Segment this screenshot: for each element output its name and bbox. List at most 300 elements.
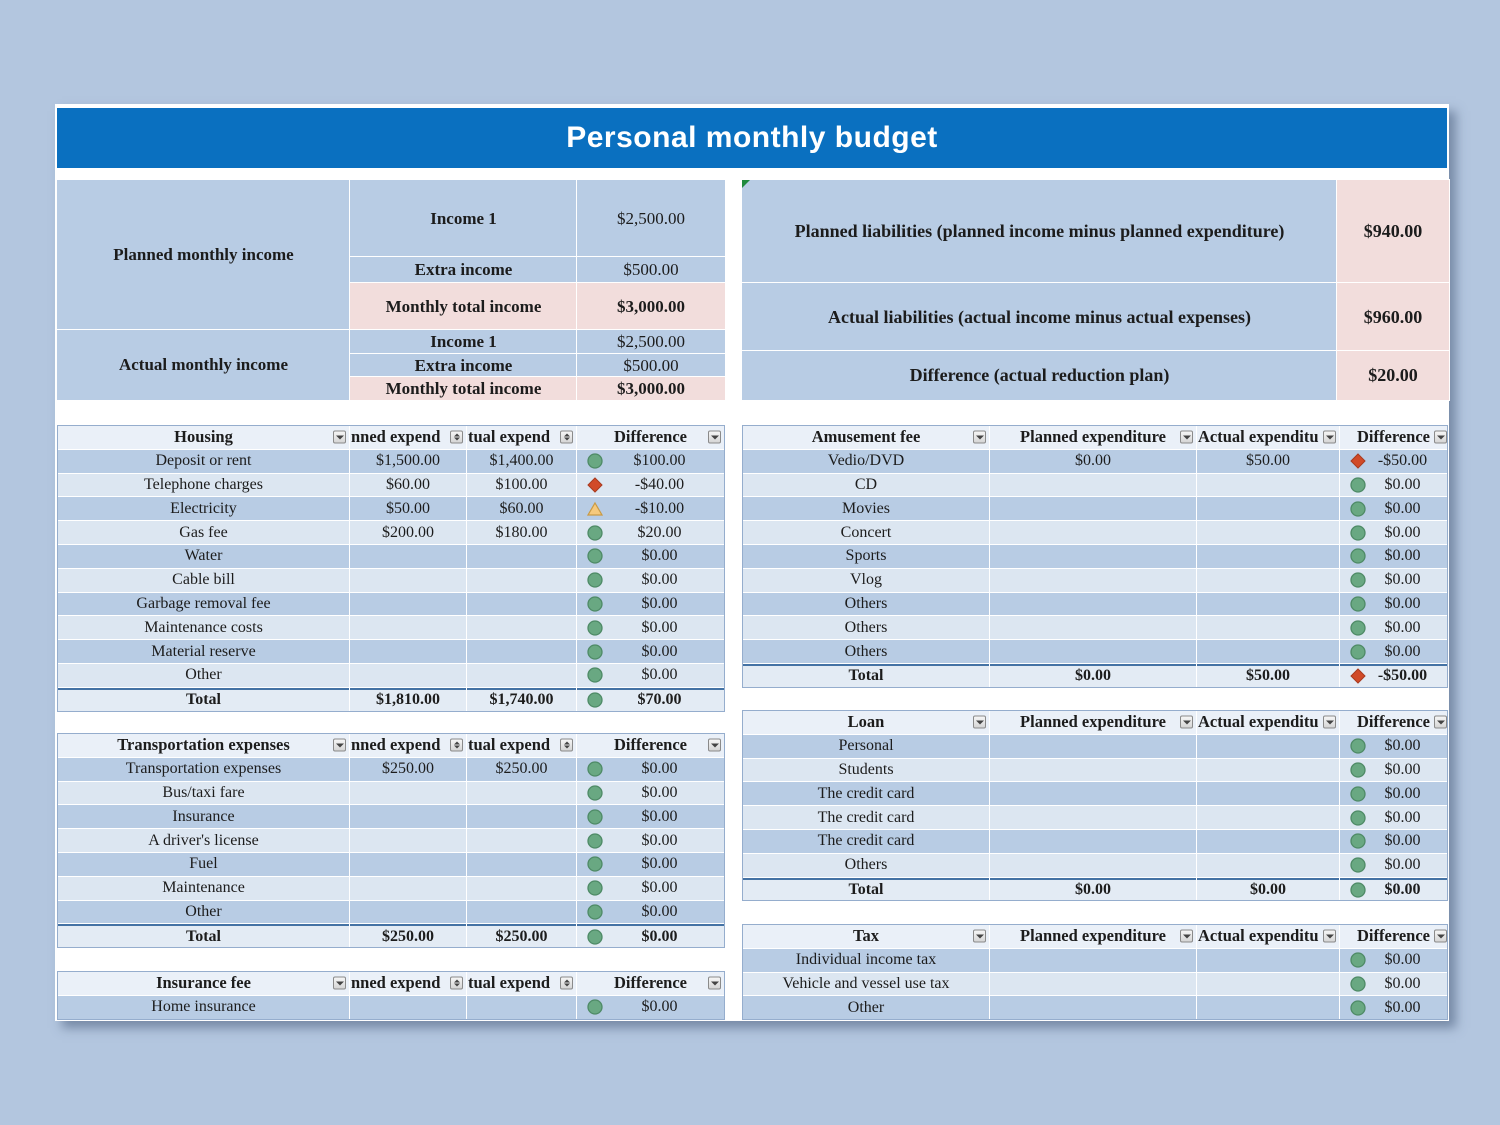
difference-cell[interactable] <box>1340 806 1447 829</box>
filter-dropdown-button[interactable] <box>560 977 573 990</box>
insurance-table <box>57 971 725 1020</box>
expense-category-cell[interactable]: Gas fee <box>58 521 349 544</box>
green-circle-icon <box>1345 810 1366 826</box>
planned-expenditure-cell[interactable] <box>350 853 466 876</box>
planned-expenditure-cell[interactable] <box>350 616 466 639</box>
green-circle-icon <box>1345 525 1366 541</box>
planned-expenditure-cell[interactable] <box>990 616 1196 639</box>
total-actual-cell[interactable]: $0.00 <box>1197 878 1339 901</box>
difference-cell[interactable] <box>577 996 724 1019</box>
difference-cell[interactable] <box>577 853 724 876</box>
filter-dropdown-button[interactable] <box>450 977 463 990</box>
difference-value: $0.00 <box>641 547 678 565</box>
planned-expenditure-header[interactable]: nned expend <box>350 972 466 995</box>
total-label-cell[interactable]: Total <box>743 664 989 687</box>
filter-dropdown-button[interactable] <box>973 930 986 943</box>
green-circle-icon <box>1345 548 1366 564</box>
planned-expenditure-cell[interactable] <box>990 973 1196 996</box>
planned-expenditure-cell[interactable] <box>350 545 466 568</box>
actual-expenditure-cell[interactable] <box>467 664 576 687</box>
green-circle-icon <box>1345 857 1366 873</box>
actual-expenditure-cell[interactable] <box>467 853 576 876</box>
filter-dropdown-button[interactable] <box>1434 716 1447 729</box>
difference-header[interactable]: Difference <box>577 734 724 757</box>
planned-expenditure-cell[interactable] <box>990 782 1196 805</box>
difference-header[interactable]: Difference <box>1340 925 1447 948</box>
expense-category-cell[interactable]: Maintenance costs <box>58 616 349 639</box>
green-circle-icon <box>1345 738 1366 754</box>
income-row-label[interactable]: Extra income <box>350 354 577 377</box>
actual-expenditure-cell[interactable] <box>467 782 576 805</box>
difference-value: $0.00 <box>1384 571 1421 589</box>
planned-expenditure-cell[interactable]: $0.00 <box>990 450 1196 473</box>
actual-expenditure-header[interactable]: Actual expenditu <box>1197 426 1339 449</box>
difference-value: $0.00 <box>641 571 678 589</box>
expense-category-cell[interactable]: Personal <box>743 735 989 758</box>
table-title-header[interactable]: Transportation expenses <box>58 734 349 757</box>
actual-expenditure-cell[interactable]: $1,400.00 <box>467 450 576 473</box>
actual-expenditure-cell[interactable] <box>1197 830 1339 853</box>
actual-expenditure-cell[interactable] <box>1197 569 1339 592</box>
actual-liabilities-label-cell[interactable]: Actual liabilities (actual income minus actual expenses) <box>742 283 1337 351</box>
difference-cell[interactable] <box>1340 593 1447 616</box>
filter-dropdown-button[interactable] <box>450 739 463 752</box>
filter-dropdown-button[interactable] <box>1180 930 1193 943</box>
difference-value: $0.00 <box>1384 594 1421 612</box>
expense-category-cell[interactable]: Vedio/DVD <box>743 450 989 473</box>
difference-cell[interactable] <box>1340 854 1447 877</box>
actual-expenditure-cell[interactable] <box>1197 949 1339 972</box>
green-circle-icon <box>582 548 603 564</box>
planned-expenditure-cell[interactable] <box>990 640 1196 663</box>
actual-expenditure-cell[interactable] <box>1197 854 1339 877</box>
filter-dropdown-button[interactable] <box>1323 431 1336 444</box>
difference-value: $0.00 <box>641 807 678 825</box>
difference-cell[interactable] <box>577 474 724 497</box>
total-label-cell[interactable]: Total <box>58 924 349 947</box>
green-circle-icon <box>1345 976 1366 992</box>
income-total-value[interactable]: $3,000.00 <box>577 377 725 400</box>
amusement-table <box>742 425 1448 688</box>
actual-expenditure-cell[interactable] <box>1197 593 1339 616</box>
planned-expenditure-cell[interactable] <box>350 640 466 663</box>
actual-expenditure-cell[interactable] <box>1197 474 1339 497</box>
actual-expenditure-cell[interactable] <box>467 877 576 900</box>
difference-cell[interactable] <box>1340 545 1447 568</box>
green-circle-icon <box>1345 477 1366 493</box>
red-diamond-icon <box>1345 668 1366 684</box>
difference-cell[interactable] <box>577 593 724 616</box>
filter-dropdown-button[interactable] <box>1434 431 1447 444</box>
planned-expenditure-cell[interactable]: $50.00 <box>350 497 466 520</box>
expense-category-cell[interactable]: Garbage removal fee <box>58 593 349 616</box>
filter-dropdown-button[interactable] <box>708 431 721 444</box>
planned-expenditure-cell[interactable] <box>350 593 466 616</box>
difference-header[interactable]: Difference <box>577 426 724 449</box>
expense-category-cell[interactable]: Individual income tax <box>743 949 989 972</box>
planned-expenditure-cell[interactable] <box>990 735 1196 758</box>
income-total-label[interactable]: Monthly total income <box>350 283 577 330</box>
difference-cell[interactable] <box>1340 878 1447 901</box>
expense-category-cell[interactable]: Others <box>743 854 989 877</box>
green-circle-icon <box>582 644 603 660</box>
difference-cell[interactable] <box>1340 735 1447 758</box>
actual-expenditure-cell[interactable] <box>467 569 576 592</box>
difference-cell[interactable] <box>577 521 724 544</box>
planned-expenditure-cell[interactable] <box>350 901 466 924</box>
difference-cell[interactable] <box>577 758 724 781</box>
table-title-header[interactable]: Loan <box>743 711 989 734</box>
difference-value: $0.00 <box>1384 618 1421 636</box>
planned-liabilities-value[interactable]: $940.00 <box>1337 180 1449 283</box>
difference-cell[interactable] <box>1340 949 1447 972</box>
income-row-value[interactable]: $2,500.00 <box>577 330 725 354</box>
filter-dropdown-button[interactable] <box>333 739 346 752</box>
actual-expenditure-cell[interactable]: $180.00 <box>467 521 576 544</box>
difference-value: $0.00 <box>1384 523 1421 541</box>
difference-value: -$50.00 <box>1377 452 1428 470</box>
filter-dropdown-button[interactable] <box>560 431 573 444</box>
income-row-value[interactable]: $2,500.00 <box>577 180 725 257</box>
difference-cell[interactable] <box>577 877 724 900</box>
green-circle-icon <box>582 833 603 849</box>
difference-value: $0.00 <box>641 998 678 1016</box>
planned-expenditure-cell[interactable] <box>990 593 1196 616</box>
expense-category-cell[interactable]: A driver's license <box>58 829 349 852</box>
actual-expenditure-cell[interactable] <box>1197 759 1339 782</box>
difference-cell[interactable] <box>1340 474 1447 497</box>
green-circle-icon <box>582 809 603 825</box>
difference-cell[interactable] <box>577 450 724 473</box>
actual-expenditure-cell[interactable] <box>1197 996 1339 1019</box>
green-circle-icon <box>582 904 603 920</box>
difference-value: $100.00 <box>633 452 686 470</box>
liabilities-difference-value[interactable]: $20.00 <box>1337 351 1449 400</box>
actual-expenditure-cell[interactable] <box>1197 782 1339 805</box>
planned-expenditure-header[interactable]: Planned expenditure <box>990 426 1196 449</box>
actual-expenditure-cell[interactable]: $50.00 <box>1197 450 1339 473</box>
green-circle-icon <box>1345 762 1366 778</box>
filter-dropdown-button[interactable] <box>1323 716 1336 729</box>
green-circle-icon <box>582 692 603 708</box>
difference-cell[interactable] <box>577 569 724 592</box>
planned-expenditure-cell[interactable]: $1,500.00 <box>350 450 466 473</box>
planned-expenditure-cell[interactable] <box>350 569 466 592</box>
planned-expenditure-cell[interactable] <box>990 996 1196 1019</box>
liabilities-difference-label-cell[interactable]: Difference (actual reduction plan) <box>742 351 1337 400</box>
planned-expenditure-cell[interactable] <box>990 474 1196 497</box>
green-circle-icon <box>1345 644 1366 660</box>
filter-dropdown-button[interactable] <box>560 739 573 752</box>
expense-category-cell[interactable]: Transportation expenses <box>58 758 349 781</box>
expense-category-cell[interactable]: Others <box>743 593 989 616</box>
green-circle-icon <box>582 572 603 588</box>
actual-expenditure-header[interactable]: tual expend <box>467 972 576 995</box>
expense-category-cell[interactable]: Other <box>58 901 349 924</box>
actual-expenditure-cell[interactable] <box>1197 735 1339 758</box>
filter-dropdown-button[interactable] <box>1323 930 1336 943</box>
actual-expenditure-cell[interactable]: $60.00 <box>467 497 576 520</box>
planned-expenditure-cell[interactable] <box>350 782 466 805</box>
planned-expenditure-cell[interactable] <box>990 854 1196 877</box>
difference-cell[interactable] <box>1340 497 1447 520</box>
expense-category-cell[interactable]: CD <box>743 474 989 497</box>
difference-cell[interactable] <box>1340 569 1447 592</box>
filter-dropdown-button[interactable] <box>973 431 986 444</box>
total-label-cell[interactable]: Total <box>58 688 349 711</box>
difference-value: $0.00 <box>641 618 678 636</box>
expense-category-cell[interactable]: The credit card <box>743 806 989 829</box>
total-planned-cell[interactable]: $0.00 <box>990 878 1196 901</box>
expense-category-cell[interactable]: Telephone charges <box>58 474 349 497</box>
income-total-label[interactable]: Monthly total income <box>350 377 577 400</box>
green-circle-icon <box>1345 620 1366 636</box>
planned-expenditure-cell[interactable] <box>990 806 1196 829</box>
expense-category-cell[interactable]: Deposit or rent <box>58 450 349 473</box>
actual-expenditure-header[interactable]: Actual expenditu <box>1197 711 1339 734</box>
expense-category-cell[interactable]: Insurance <box>58 805 349 828</box>
red-diamond-icon <box>1345 453 1366 469</box>
housing-table <box>57 425 725 712</box>
total-label-cell[interactable]: Total <box>743 878 989 901</box>
actual-expenditure-cell[interactable] <box>1197 640 1339 663</box>
difference-value: $20.00 <box>637 523 682 541</box>
spreadsheet <box>55 104 1449 1021</box>
difference-value: $0.00 <box>1384 998 1421 1016</box>
planned-expenditure-header[interactable]: Planned expenditure <box>990 711 1196 734</box>
difference-cell[interactable] <box>577 545 724 568</box>
filter-dropdown-button[interactable] <box>1180 716 1193 729</box>
filter-dropdown-button[interactable] <box>333 977 346 990</box>
total-planned-cell[interactable]: $250.00 <box>350 924 466 947</box>
difference-value: $0.00 <box>1384 856 1421 874</box>
difference-cell[interactable] <box>1340 759 1447 782</box>
difference-cell[interactable] <box>577 640 724 663</box>
yellow-triangle-icon <box>582 501 603 517</box>
expense-category-cell[interactable]: Students <box>743 759 989 782</box>
green-circle-icon <box>582 453 603 469</box>
difference-cell[interactable] <box>1340 973 1447 996</box>
green-circle-icon <box>582 620 603 636</box>
difference-value: $0.00 <box>641 831 678 849</box>
planned-expenditure-cell[interactable] <box>350 877 466 900</box>
expense-category-cell[interactable]: Home insurance <box>58 996 349 1019</box>
actual-liabilities-value[interactable]: $960.00 <box>1337 283 1449 351</box>
planned-liabilities-label: Planned liabilities (planned income minus planned expenditure) <box>794 221 1285 241</box>
actual-expenditure-header[interactable]: Actual expenditu <box>1197 925 1339 948</box>
expense-category-cell[interactable]: Vehicle and vessel use tax <box>743 973 989 996</box>
difference-cell[interactable] <box>1340 782 1447 805</box>
difference-cell[interactable] <box>577 924 724 947</box>
difference-value: $0.00 <box>641 879 678 897</box>
planned-expenditure-cell[interactable] <box>990 521 1196 544</box>
filter-dropdown-button[interactable] <box>708 977 721 990</box>
table-title-header[interactable]: Tax <box>743 925 989 948</box>
difference-header[interactable]: Difference <box>1340 426 1447 449</box>
difference-value: $0.00 <box>1384 880 1421 898</box>
green-circle-icon <box>1345 501 1366 517</box>
difference-value: $0.00 <box>641 927 678 945</box>
actual-expenditure-cell[interactable]: $250.00 <box>467 758 576 781</box>
planned-liabilities-label-cell[interactable] <box>742 180 1337 283</box>
filter-dropdown-button[interactable] <box>973 716 986 729</box>
difference-cell[interactable] <box>1340 640 1447 663</box>
expense-category-cell[interactable]: Concert <box>743 521 989 544</box>
actual-expenditure-header[interactable]: tual expend <box>467 734 576 757</box>
difference-cell[interactable] <box>1340 664 1447 687</box>
actual-expenditure-cell[interactable] <box>1197 497 1339 520</box>
planned-income-label-cell[interactable]: Planned monthly income <box>57 180 350 330</box>
actual-expenditure-cell[interactable] <box>467 805 576 828</box>
actual-income-label-cell[interactable]: Actual monthly income <box>57 330 350 400</box>
page-title: Personal monthly budget <box>566 121 938 154</box>
planned-expenditure-header[interactable]: nned expend <box>350 426 466 449</box>
total-actual-cell[interactable]: $250.00 <box>467 924 576 947</box>
income-row-label[interactable]: Extra income <box>350 257 577 283</box>
total-actual-cell[interactable]: $1,740.00 <box>467 688 576 711</box>
green-circle-icon <box>582 929 603 945</box>
planned-expenditure-cell[interactable] <box>350 805 466 828</box>
filter-dropdown-button[interactable] <box>450 431 463 444</box>
difference-value: $0.00 <box>1384 951 1421 969</box>
actual-expenditure-cell[interactable] <box>1197 973 1339 996</box>
planned-expenditure-cell[interactable] <box>990 545 1196 568</box>
difference-value: $0.00 <box>1384 760 1421 778</box>
filter-dropdown-button[interactable] <box>333 431 346 444</box>
actual-expenditure-cell[interactable] <box>467 901 576 924</box>
expense-category-cell[interactable]: Material reserve <box>58 640 349 663</box>
difference-cell[interactable] <box>577 805 724 828</box>
expense-category-cell[interactable]: Movies <box>743 497 989 520</box>
planned-expenditure-cell[interactable] <box>990 497 1196 520</box>
cell-flag-indicator <box>742 180 750 188</box>
green-circle-icon <box>1345 833 1366 849</box>
planned-expenditure-header[interactable]: nned expend <box>350 734 466 757</box>
planned-expenditure-cell[interactable] <box>350 996 466 1019</box>
expense-category-cell[interactable]: The credit card <box>743 830 989 853</box>
green-circle-icon <box>1345 1000 1366 1016</box>
planned-expenditure-header[interactable]: Planned expenditure <box>990 925 1196 948</box>
difference-value: $0.00 <box>641 760 678 778</box>
difference-value: $0.00 <box>1384 737 1421 755</box>
expense-category-cell[interactable]: Maintenance <box>58 877 349 900</box>
expense-category-cell[interactable]: Bus/taxi fare <box>58 782 349 805</box>
actual-expenditure-cell[interactable] <box>1197 806 1339 829</box>
green-circle-icon <box>1345 952 1366 968</box>
expense-category-cell[interactable]: Other <box>58 664 349 687</box>
expense-category-cell[interactable]: The credit card <box>743 782 989 805</box>
expense-category-cell[interactable]: Fuel <box>58 853 349 876</box>
total-planned-cell[interactable]: $0.00 <box>990 664 1196 687</box>
difference-value: $70.00 <box>637 691 682 709</box>
expense-category-cell[interactable]: Electricity <box>58 497 349 520</box>
actual-expenditure-cell[interactable] <box>467 616 576 639</box>
difference-value: -$10.00 <box>634 499 685 517</box>
income-total-value[interactable]: $3,000.00 <box>577 283 725 330</box>
planned-expenditure-cell[interactable] <box>350 829 466 852</box>
difference-cell[interactable] <box>1340 450 1447 473</box>
total-planned-cell[interactable]: $1,810.00 <box>350 688 466 711</box>
expense-category-cell[interactable]: Sports <box>743 545 989 568</box>
green-circle-icon <box>1345 572 1366 588</box>
filter-dropdown-button[interactable] <box>1434 930 1447 943</box>
green-circle-icon <box>1345 882 1366 898</box>
green-circle-icon <box>1345 596 1366 612</box>
difference-value: $0.00 <box>1384 642 1421 660</box>
table-title-header[interactable]: Amusement fee <box>743 426 989 449</box>
planned-expenditure-cell[interactable] <box>990 569 1196 592</box>
difference-value: $0.00 <box>641 902 678 920</box>
actual-expenditure-cell[interactable] <box>1197 616 1339 639</box>
tax-table <box>742 924 1448 1020</box>
difference-cell[interactable] <box>1340 830 1447 853</box>
difference-value: $0.00 <box>1384 547 1421 565</box>
actual-expenditure-cell[interactable] <box>1197 545 1339 568</box>
planned-expenditure-cell[interactable] <box>350 664 466 687</box>
difference-value: $0.00 <box>641 594 678 612</box>
planned-expenditure-cell[interactable]: $60.00 <box>350 474 466 497</box>
income-row-label[interactable]: Income 1 <box>350 330 577 354</box>
difference-value: -$40.00 <box>634 475 685 493</box>
difference-cell[interactable] <box>1340 616 1447 639</box>
difference-header[interactable]: Difference <box>1340 711 1447 734</box>
expense-category-cell[interactable]: Cable bill <box>58 569 349 592</box>
total-actual-cell[interactable]: $50.00 <box>1197 664 1339 687</box>
red-diamond-icon <box>582 477 603 493</box>
actual-expenditure-cell[interactable] <box>467 640 576 663</box>
actual-expenditure-cell[interactable] <box>467 996 576 1019</box>
actual-expenditure-cell[interactable] <box>467 545 576 568</box>
difference-cell[interactable] <box>1340 996 1447 1019</box>
difference-cell[interactable] <box>577 497 724 520</box>
filter-dropdown-button[interactable] <box>708 739 721 752</box>
income-row-value[interactable]: $500.00 <box>577 354 725 377</box>
expense-category-cell[interactable]: Water <box>58 545 349 568</box>
expense-category-cell[interactable]: Vlog <box>743 569 989 592</box>
planned-expenditure-cell[interactable]: $200.00 <box>350 521 466 544</box>
filter-dropdown-button[interactable] <box>1180 431 1193 444</box>
difference-cell[interactable] <box>577 616 724 639</box>
income-row-label[interactable]: Income 1 <box>350 180 577 257</box>
expense-category-cell[interactable]: Others <box>743 640 989 663</box>
actual-expenditure-cell[interactable] <box>1197 521 1339 544</box>
difference-value: $0.00 <box>1384 475 1421 493</box>
difference-cell[interactable] <box>577 782 724 805</box>
difference-cell[interactable] <box>577 901 724 924</box>
table-title-header[interactable]: Insurance fee <box>58 972 349 995</box>
difference-value: $0.00 <box>641 783 678 801</box>
planned-expenditure-cell[interactable] <box>990 759 1196 782</box>
expense-category-cell[interactable]: Others <box>743 616 989 639</box>
income-row-value[interactable]: $500.00 <box>577 257 725 283</box>
difference-cell[interactable] <box>577 829 724 852</box>
planned-expenditure-cell[interactable] <box>990 830 1196 853</box>
green-circle-icon <box>582 525 603 541</box>
actual-expenditure-cell[interactable] <box>467 593 576 616</box>
difference-cell[interactable] <box>1340 521 1447 544</box>
expense-category-cell[interactable]: Other <box>743 996 989 1019</box>
difference-value: $0.00 <box>641 666 678 684</box>
difference-header[interactable]: Difference <box>577 972 724 995</box>
table-title-header[interactable]: Housing <box>58 426 349 449</box>
difference-cell[interactable] <box>577 688 724 711</box>
actual-expenditure-cell[interactable]: $100.00 <box>467 474 576 497</box>
actual-expenditure-header[interactable]: tual expend <box>467 426 576 449</box>
planned-expenditure-cell[interactable] <box>990 949 1196 972</box>
actual-expenditure-cell[interactable] <box>467 829 576 852</box>
difference-cell[interactable] <box>577 664 724 687</box>
planned-expenditure-cell[interactable]: $250.00 <box>350 758 466 781</box>
